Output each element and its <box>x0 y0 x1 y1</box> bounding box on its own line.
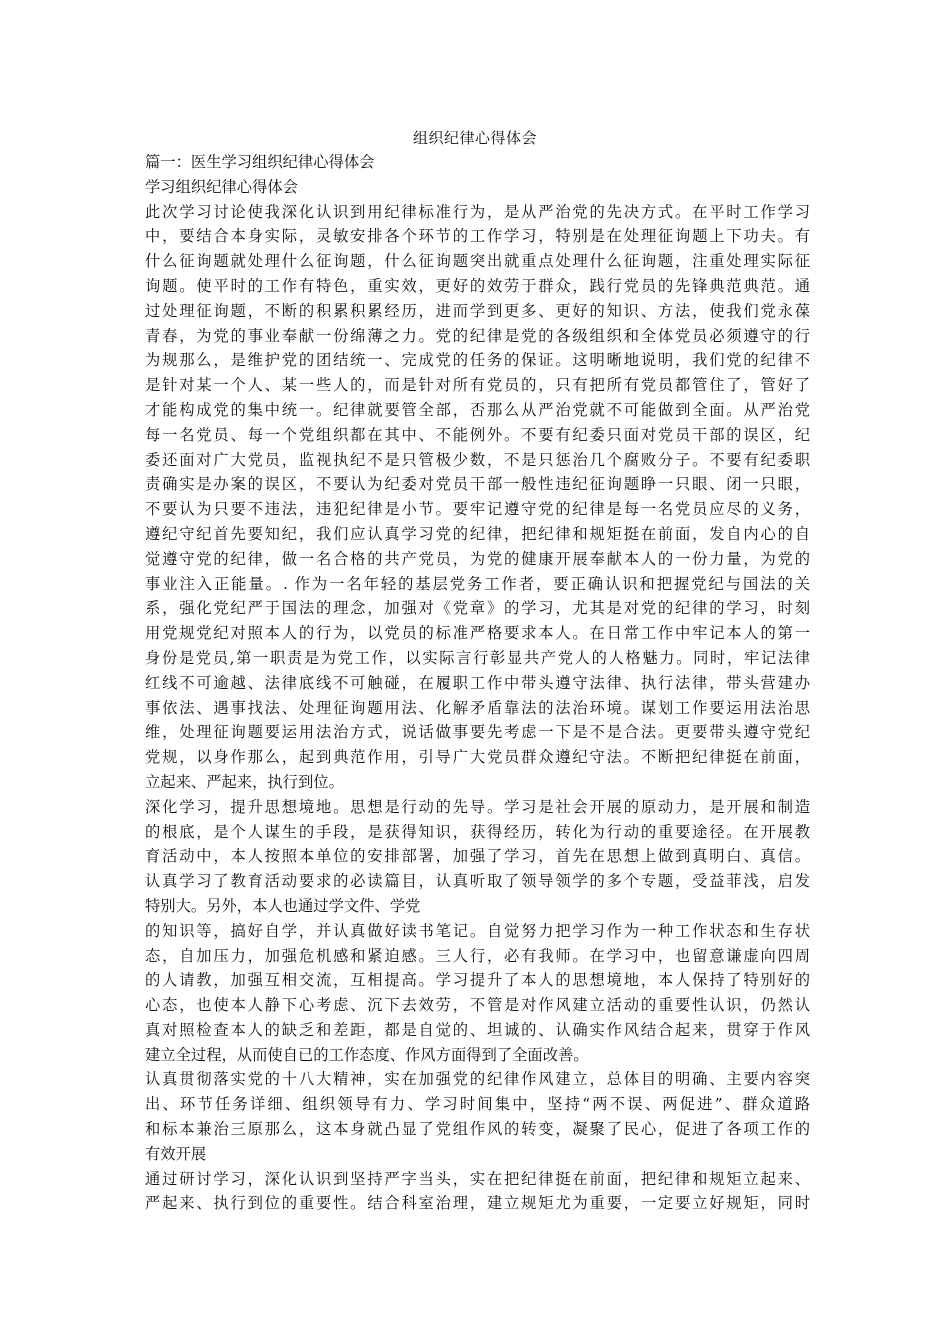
text-line: 不要认为只要不违法，违犯纪律是小节。要牢记遵守党的纪律是每一名党员应尽的义务， <box>145 500 810 519</box>
text-line: 和标本兼治三原那么，这本身就凸显了党组作风的转变，凝聚了民心，促进了各项工作的 <box>145 1120 810 1139</box>
text-line: 深化学习，提升思想境地。思想是行动的先导。学习是社会开展的原动力，是开展和制造 <box>145 797 810 816</box>
text-line: 育活动中，本人按照本单位的安排部署，加强了学习，首先在思想上做到真明白、真信。 <box>145 847 810 866</box>
text-line: 红线不可逾越、法律底线不可触碰，在履职工作中带头遵守法律、执行法律，带头营建办 <box>145 673 810 692</box>
text-line: 维，处理征询题要运用法治方式，说话做事要先考虑一下是不是合法。更要带头遵守党纪 <box>145 723 810 742</box>
text-line: 遵纪守纪首先要知纪，我们应认真学习党的纪律，把纪律和规矩挺在前面，发自内心的自 <box>145 524 810 543</box>
document-title: 组织纪律心得体会 <box>412 129 537 147</box>
text-line: 中，要结合本身实际，灵敏安排各个环节的工作学习，特别是在处理征询题上下功夫。有 <box>145 227 810 246</box>
text-line: 出、环节任务详细、组织领导有力、学习时间集中，坚持“两不误、两促进”、群众道路 <box>145 1095 810 1114</box>
text-line: 事依法、遇事找法、处理征询题用法、化解矛盾靠法的法治环境。谋划工作要运用法治思 <box>145 698 810 717</box>
text-line: 建立全过程，从而使自已的工作态度、作风方面得到了全面改善。 <box>145 1045 589 1064</box>
text-line: 系，强化党纪严于国法的理念，加强对《党章》的学习，尤其是对党的纪律的学习，时刻 <box>145 599 810 618</box>
text-line: 是针对某一个人、某一些人的，而是针对所有党员的，只有把所有党员都管住了，管好了 <box>145 376 810 395</box>
text-line: 态，自加压力，加强危机感和紧迫感。三人行，必有我师。在学习中，也留意谦虚向四周 <box>145 946 810 965</box>
text-line: 过处理征询题，不断的积累积累经历，进而学到更多、更好的知识、方法，使我们党永葆 <box>145 301 810 320</box>
text-line: 有效开展 <box>145 1144 207 1163</box>
document-body <box>145 150 810 1216</box>
text-line: 此次学习讨论使我深化认识到用纪律标准行为，是从严治党的先决方式。在平时工作学习 <box>145 202 810 221</box>
text-line: 立起来、严起来，执行到位。 <box>145 772 344 791</box>
text-line: 青春，为党的事业奉献一份绵薄之力。党的纪律是党的各级组织和全体党员必须遵守的行 <box>145 326 810 345</box>
text-line: 的人请教，加强互相交流，互相提高。学习提升了本人的思想境地，本人保持了特别好的 <box>145 971 810 990</box>
text-line: 心态，也使本人静下心考虑、沉下去效劳，不管是对作风建立活动的重要性认识，仍然认 <box>145 996 810 1015</box>
text-line: 认真学习了教育活动要求的必读篇目，认真听取了领导领学的多个专题，受益菲浅，启发 <box>145 872 810 891</box>
text-line: 的根底，是个人谋生的手段，是获得知识，获得经历，转化为行动的重要途径。在开展教 <box>145 822 810 841</box>
text-line: 什么征询题就处理什么征询题，什么征询题突出就重点处理什么征询题，注重处理实际征 <box>145 252 810 271</box>
text-line: 真对照检查本人的缺乏和差距，都是自觉的、坦诚的、认确实作风结合起来，贯穿于作风 <box>145 1020 810 1039</box>
text-line: 责确实是办案的误区，不要认为纪委对党员干部一般性违纪征询题睁一只眼、闭一只眼， <box>145 475 810 494</box>
text-line: 每一名党员、每一个党组织都在其中、不能例外。不要有纪委只面对党员干部的误区，纪 <box>145 425 810 444</box>
text-line: 篇一：医生学习组织纪律心得体会 <box>145 153 375 171</box>
text-line: 严起来、执行到位的重要性。结合科室治理，建立规矩尤为重要，一定要立好规矩，同时 <box>145 1194 810 1213</box>
text-line: 认真贯彻落实党的十八大精神，实在加强党的纪律作风建立，总体目的明确、主要内容突 <box>145 1070 810 1089</box>
text-line: 询题。使平时的工作有特色，重实效，更好的效劳于群众，践行党员的先锋典范典范。通 <box>145 276 810 295</box>
text-line: 事业注入正能量。. 作为一名年轻的基层党务工作者，要正确认识和把握党纪与国法的关 <box>145 574 810 593</box>
text-line: 觉遵守党的纪律，做一名合格的共产党员，为党的健康开展奉献本人的一份力量，为党的 <box>145 549 810 568</box>
text-line: 党规，以身作那么，起到典范作用，引导广大党员群众遵纪守法。不断把纪律挺在前面， <box>145 748 810 767</box>
text-line: 通过研讨学习，深化认识到坚持严字当头，实在把纪律挺在前面，把纪律和规矩立起来、 <box>145 1169 810 1188</box>
text-line: 学习组织纪律心得体会 <box>145 177 298 196</box>
text-line: 用党规党纪对照本人的行为，以党员的标准严格要求本人。在日常工作中牢记本人的第一 <box>145 624 810 643</box>
text-line: 的知识等，搞好自学，并认真做好读书笔记。自觉努力把学习作为一种工作状态和生存状 <box>145 921 810 940</box>
text-line: 特别大。另外，本人也通过学文件、学党 <box>145 896 421 915</box>
text-line: 为规那么，是维护党的团结统一、完成党的任务的保证。这明晰地说明，我们党的纪律不 <box>145 351 810 370</box>
text-line: 身份是党员,第一职责是为党工作，以实际言行彰显共产党人的人格魅力。同时，牢记法律 <box>145 648 810 667</box>
text-line: 委还面对广大党员，监视执纪不是只管极少数，不是只惩治几个腐败分子。不要有纪委职 <box>145 450 810 469</box>
text-line: 才能构成党的集中统一。纪律就要管全部，否那么从严治党就不可能做到全面。从严治党 <box>145 400 810 419</box>
